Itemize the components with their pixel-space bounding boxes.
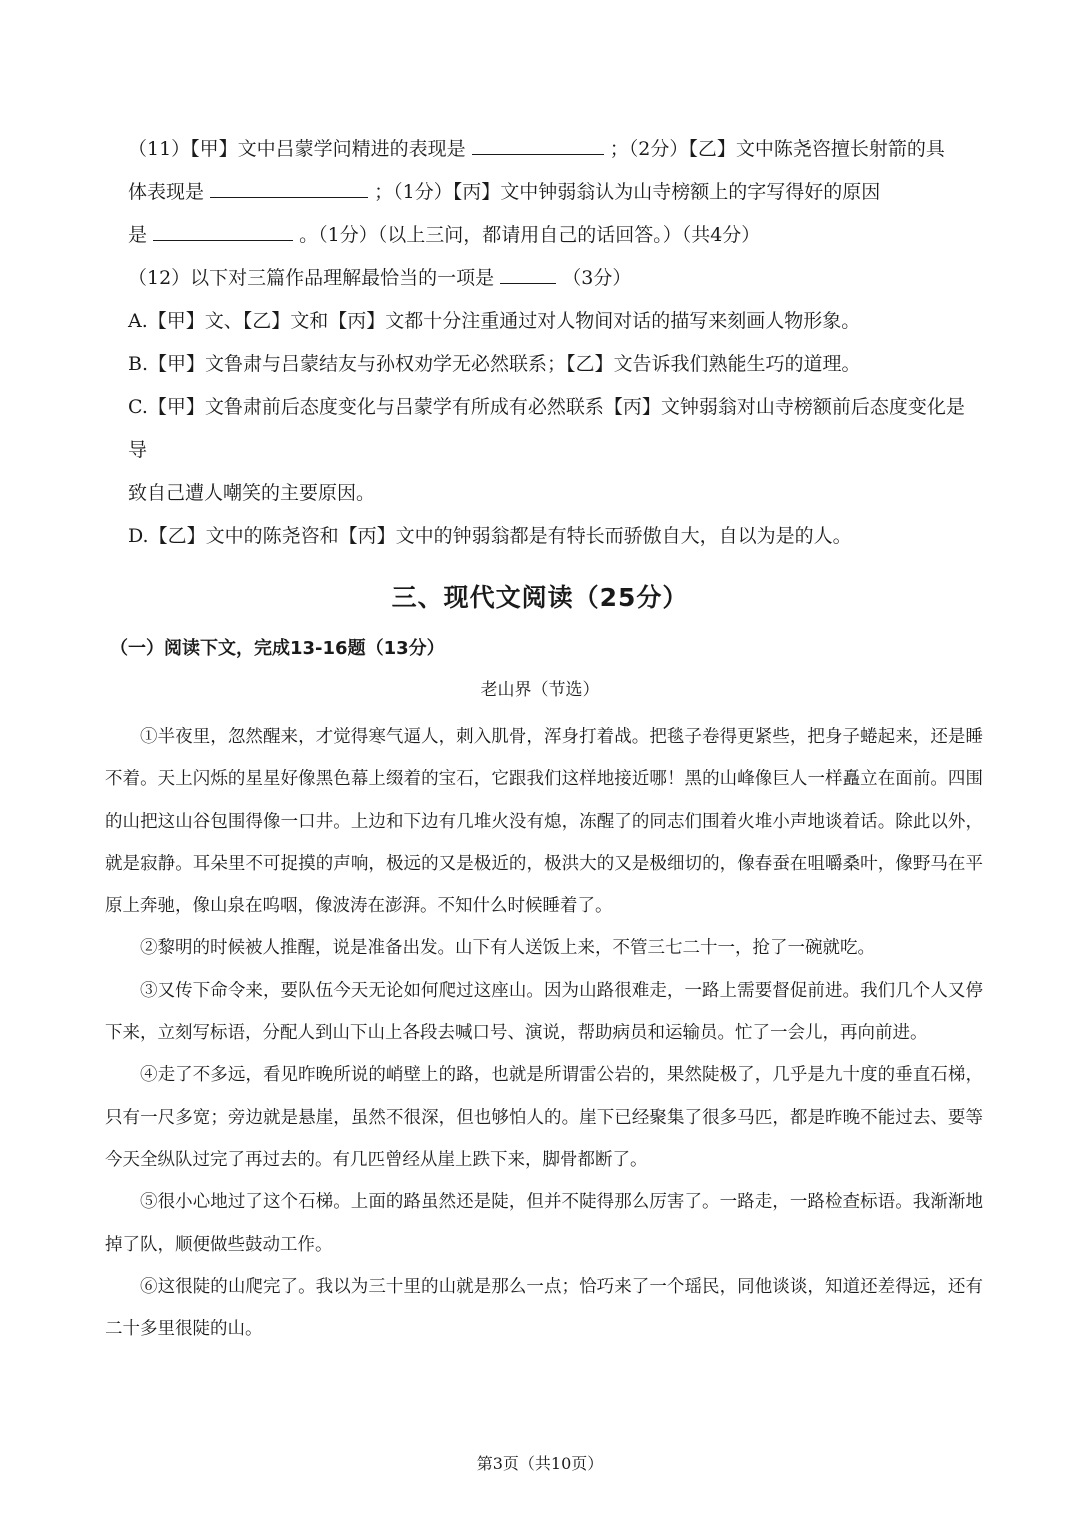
option-c: C.【甲】文鲁肃前后态度变化与吕蒙学有所成有必然联系【丙】文钟弱翁对山寺榜额前后态度变化是导 (128, 396, 965, 461)
passage-paragraph: ⑥这很陡的山爬完了。我以为三十里的山就是那么一点；恰巧来了一个瑶民，同他谈谈，知道还差得远，还有二十多里很陡的山。 (105, 1276, 983, 1340)
question-11-text: （11）【甲】文中吕蒙学问精进的表现是 (128, 138, 466, 160)
passage-paragraph: ①半夜里，忽然醒来，才觉得寒气逼人，刺入肌骨，浑身打着战。把毯子卷得更紧些，把身子蜷起来，还是睡不着。天上闪烁的星星好像黑色幕上缀着的宝石，它跟我们这样地接近哪！黑的山峰像巨人一样矗立在面前。四围的山把这山谷包围得像一口井。上边和下边有几堆火没有熄，冻醒了的同志们围着火堆小声地谈着话。除此以外，就是寂静。耳朵里不可捉摸的声响，极远的又是极近的，极洪大的又是极细切的，像春蚕在咀嚼桑叶，像野马在平原上奔驰，像山泉在呜咽，像波涛在澎湃。不知什么时候睡着了。 (105, 727, 983, 917)
question-11-text: 是 (128, 224, 148, 246)
answer-blank-12[interactable] (500, 263, 556, 284)
question-12-text: （12）以下对三篇作品理解最恰当的一项是 (128, 267, 495, 289)
passage-paragraph: ⑤很小心地过了这个石梯。上面的路虽然还是陡，但并不陡得那么厉害了。一路走，一路检查标语。我渐渐地掉了队，顺便做些鼓动工作。 (105, 1192, 983, 1255)
question-11-line-3 (128, 214, 983, 257)
question-11-line-1 (128, 128, 983, 171)
question-11-line-2 (128, 171, 983, 214)
answer-blank-11b[interactable] (210, 177, 368, 198)
question-11-text: 。（1分）（以上三问，都请用自己的话回答。）（共4分） (299, 224, 761, 246)
subsection-heading: （一）阅读下文，完成13-16题（13分） (110, 638, 445, 659)
passage-body (105, 716, 983, 1350)
option-c-continued: 致自己遭人嘲笑的主要原因。 (128, 482, 376, 504)
question-12-score: （3分） (562, 267, 632, 289)
section-title: 三、现代文阅读（25分） (391, 583, 689, 612)
passage-paragraph: ②黎明的时候被人推醒，说是准备出发。山下有人送饭上来，不管三七二十一，抢了一碗就吃。 (140, 938, 875, 959)
option-d: D.【乙】文中的陈尧咨和【丙】文中的钟弱翁都是有特长而骄傲自大，自以为是的人。 (128, 525, 852, 547)
option-a: A.【甲】文、【乙】文和【丙】文都十分注重通过对人物间对话的描写来刻画人物形象。 (128, 310, 861, 332)
question-12 (128, 257, 983, 558)
passage-paragraph: ④走了不多远，看见昨晚所说的峭壁上的路，也就是所谓雷公岩的，果然陡极了，几乎是九十度的垂直石梯，只有一尺多宽；旁边就是悬崖，虽然不很深，但也够怕人的。崖下已经聚集了很多马匹，都是昨晚不能过去、要等今天全纵队过完了再过去的。有几匹曾经从崖上跌下来，脚骨都断了。 (105, 1065, 983, 1170)
passage-paragraph: ③又传下命令来，要队伍今天无论如何爬过这座山。因为山路很难走，一路上需要督促前进。我们几个人又停下来，立刻写标语，分配人到山下山上各段去喊口号、演说，帮助病员和运输员。忙了一会儿，再向前进。 (105, 980, 983, 1044)
question-11-text: 体表现是 (128, 181, 205, 203)
question-11-text: ；（2分）【乙】文中陈尧咨擅长射箭的具 (609, 138, 945, 160)
question-12-stem (128, 257, 983, 300)
question-11 (128, 128, 983, 257)
passage-title: 老山界（节选） (480, 680, 600, 700)
option-b: B.【甲】文鲁肃与吕蒙结友与孙权劝学无必然联系；【乙】文告诉我们熟能生巧的道理。 (128, 353, 861, 375)
answer-blank-11c[interactable] (153, 220, 293, 241)
question-11-text: ；（1分）【丙】文中钟弱翁认为山寺榜额上的字写得好的原因 (374, 181, 881, 203)
page-number: 第3页（共10页） (476, 1454, 604, 1473)
answer-blank-11a[interactable] (472, 134, 604, 155)
